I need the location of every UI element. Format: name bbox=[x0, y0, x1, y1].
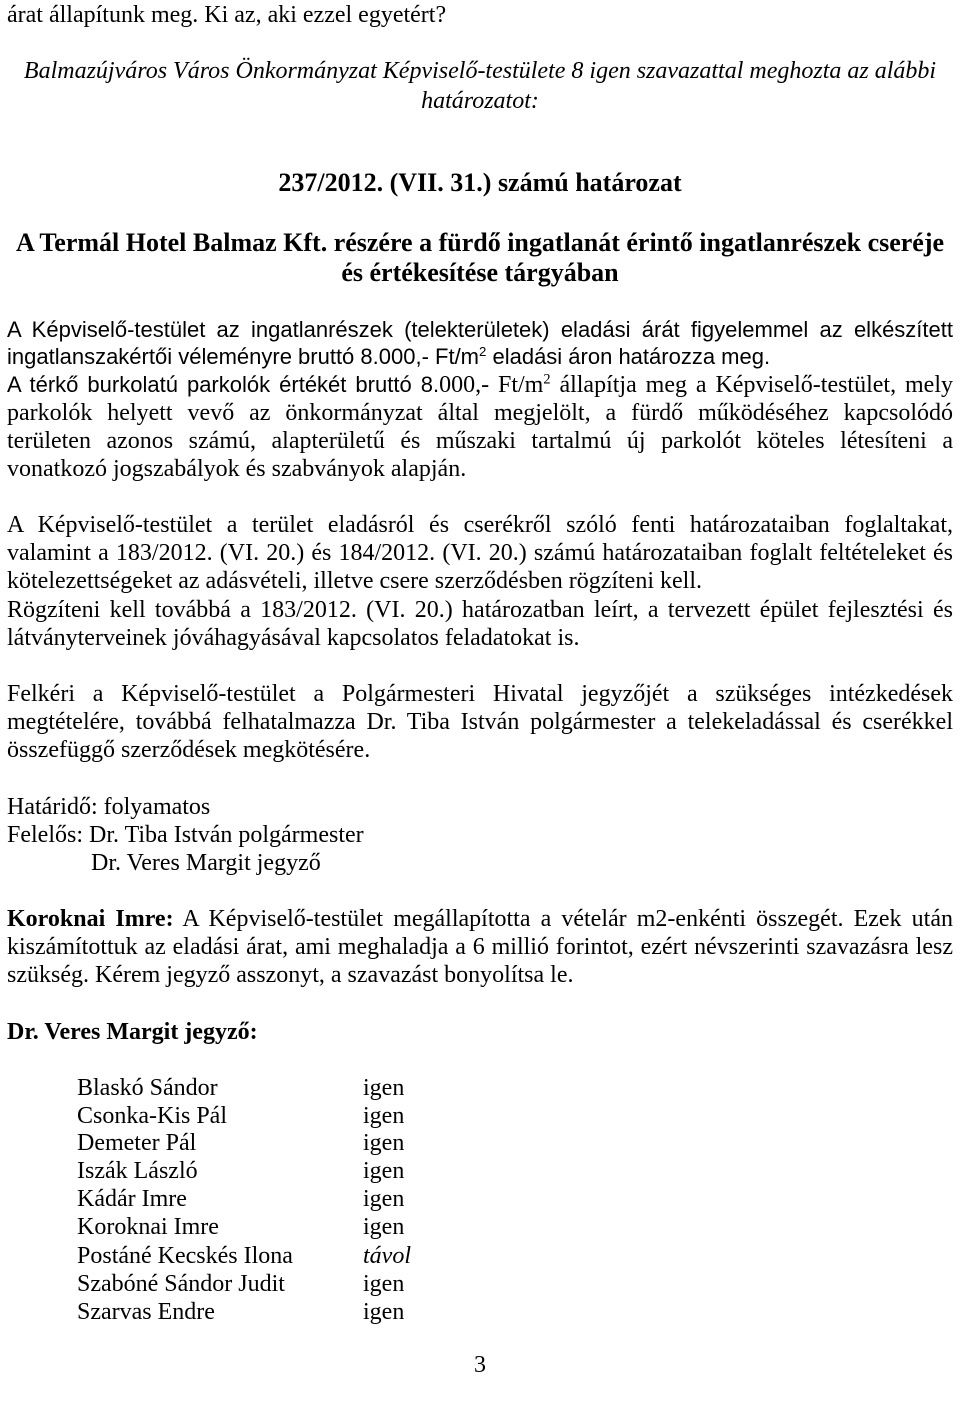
vote-row bbox=[0, 1185, 960, 1213]
paragraph-line: A Képviselő-testület a terület eladásról és cserékről szóló fenti határozataiban foglaltakat, bbox=[7, 512, 953, 538]
paragraph-line: területen azonos számú, alapterületű és műszaki tartalmú új parkolót köteles létesíteni a bbox=[7, 428, 953, 454]
text-segment: 000,- Ft/m bbox=[439, 372, 544, 398]
vote-row bbox=[0, 1213, 960, 1241]
vote-value: igen bbox=[363, 1130, 405, 1156]
paragraph-line: megtételére, továbbá felhatalmazza Dr. Tiba István polgármester a telekeladással és cserékkel bbox=[7, 709, 953, 735]
vote-row bbox=[0, 1298, 960, 1326]
paragraph-line: parkolók helyett vevő az önkormányzat által megjelölt, a fürdő működéséhez kapcsolódó bbox=[7, 400, 953, 426]
paragraph-line: Rögzíteni kell továbbá a 183/2012. (VI. 20.) határozatban leírt, a tervezett épület fejlesztési és bbox=[7, 597, 953, 623]
vote-value: igen bbox=[363, 1158, 405, 1184]
vote-value: igen bbox=[363, 1299, 405, 1325]
page-number: 3 bbox=[474, 1352, 486, 1378]
vote-row bbox=[0, 1102, 960, 1130]
council-member-name: Iszák László bbox=[77, 1158, 198, 1184]
vote-row bbox=[0, 1242, 960, 1270]
paragraph-line: látványterveinek jóváhagyásával kapcsolatos feladatokat is. bbox=[7, 625, 580, 651]
speaker-name: Koroknai Imre: bbox=[7, 906, 174, 932]
council-member-name: Koroknai Imre bbox=[77, 1214, 219, 1240]
council-member-name: Blaskó Sándor bbox=[77, 1075, 218, 1101]
intro-question: árat állapítunk meg. Ki az, aki ezzel egyetért? bbox=[7, 2, 447, 28]
vote-value: igen bbox=[363, 1075, 405, 1101]
paragraph-line: kötelezettségeket az adásvételi, illetve csere szerződésben rögzíteni kell. bbox=[7, 568, 702, 594]
text-segment: eladási áron határozza meg. bbox=[486, 344, 771, 369]
vote-value: igen bbox=[363, 1271, 405, 1297]
vote-row bbox=[0, 1270, 960, 1298]
council-member-name: Demeter Pál bbox=[77, 1130, 197, 1156]
paragraph-line: összefüggő szerződések megkötésére. bbox=[7, 737, 371, 763]
vote-row bbox=[0, 1129, 960, 1157]
council-member-name: Kádár Imre bbox=[77, 1186, 187, 1212]
roll-call-speaker: Dr. Veres Margit jegyző: bbox=[7, 1019, 258, 1045]
resolution-subject-line: A Termál Hotel Balmaz Kft. részére a fürdő ingatlanát érintő ingatlanrészek cseréje bbox=[15, 228, 945, 257]
superscript: 2 bbox=[543, 371, 551, 388]
paragraph-line bbox=[7, 343, 953, 371]
vote-value: igen bbox=[363, 1186, 405, 1212]
paragraph-line: kiszámítottuk az eladási árat, ami meghaladja a 6 millió forintot, ezért névszerinti szavazásra lesz bbox=[7, 934, 953, 960]
council-member-name: Postáné Kecskés Ilona bbox=[77, 1243, 293, 1269]
paragraph-line: vonatkozó jogszabályok és szabványok alapján. bbox=[7, 456, 467, 482]
text-segment: A térkő burkolatú parkolók értékét bruttó 8. bbox=[7, 372, 440, 397]
deadline: Határidő: folyamatos bbox=[7, 794, 211, 820]
responsible-line: Dr. Veres Margit jegyző bbox=[91, 850, 321, 876]
superscript: 2 bbox=[479, 344, 487, 360]
paragraph-line: szükség. Kérem jegyző asszonyt, a szavazást bonyolítsa le. bbox=[7, 962, 574, 988]
vote-row bbox=[0, 1157, 960, 1185]
vote-value: igen bbox=[363, 1214, 405, 1240]
decision-intro-line: Balmazújváros Város Önkormányzat Képviselő-testülete 8 igen szavazattal meghozta az alábbi bbox=[23, 58, 937, 84]
vote-row bbox=[0, 1074, 960, 1102]
text-segment: A Képviselő-testület megállapította a vételár m2-enkénti összegét. Ezek után bbox=[173, 906, 953, 932]
decision-intro-line: határozatot: bbox=[421, 88, 539, 114]
council-member-name: Szabóné Sándor Judit bbox=[77, 1271, 285, 1297]
paragraph-line: Felkéri a Képviselő-testület a Polgármesteri Hivatal jegyzőjét a szükséges intézkedések bbox=[7, 681, 953, 707]
paragraph-line: valamint a 183/2012. (VI. 20.) és 184/2012. (VI. 20.) számú határozataiban foglalt feltételeket és bbox=[7, 540, 953, 566]
paragraph-line: A Képviselő-testület az ingatlanrészek (telekterületek) eladási árát figyelemmel az elkészített bbox=[7, 317, 953, 342]
resolution-subject-line: és értékesítése tárgyában bbox=[341, 258, 619, 287]
text-segment: állapítja meg a Képviselő-testület, mely bbox=[550, 372, 953, 398]
vote-value: távol bbox=[363, 1243, 411, 1269]
resolution-number: 237/2012. (VII. 31.) számú határozat bbox=[278, 168, 682, 197]
council-member-name: Csonka-Kis Pál bbox=[77, 1103, 227, 1129]
text-segment: ingatlanszakértői véleményre bruttó 8.000,- Ft/m bbox=[7, 344, 480, 369]
paragraph-line bbox=[7, 905, 953, 933]
paragraph-line bbox=[7, 371, 953, 399]
vote-value: igen bbox=[363, 1103, 405, 1129]
council-member-name: Szarvas Endre bbox=[77, 1299, 215, 1325]
responsible-line: Felelős: Dr. Tiba István polgármester bbox=[7, 822, 364, 848]
